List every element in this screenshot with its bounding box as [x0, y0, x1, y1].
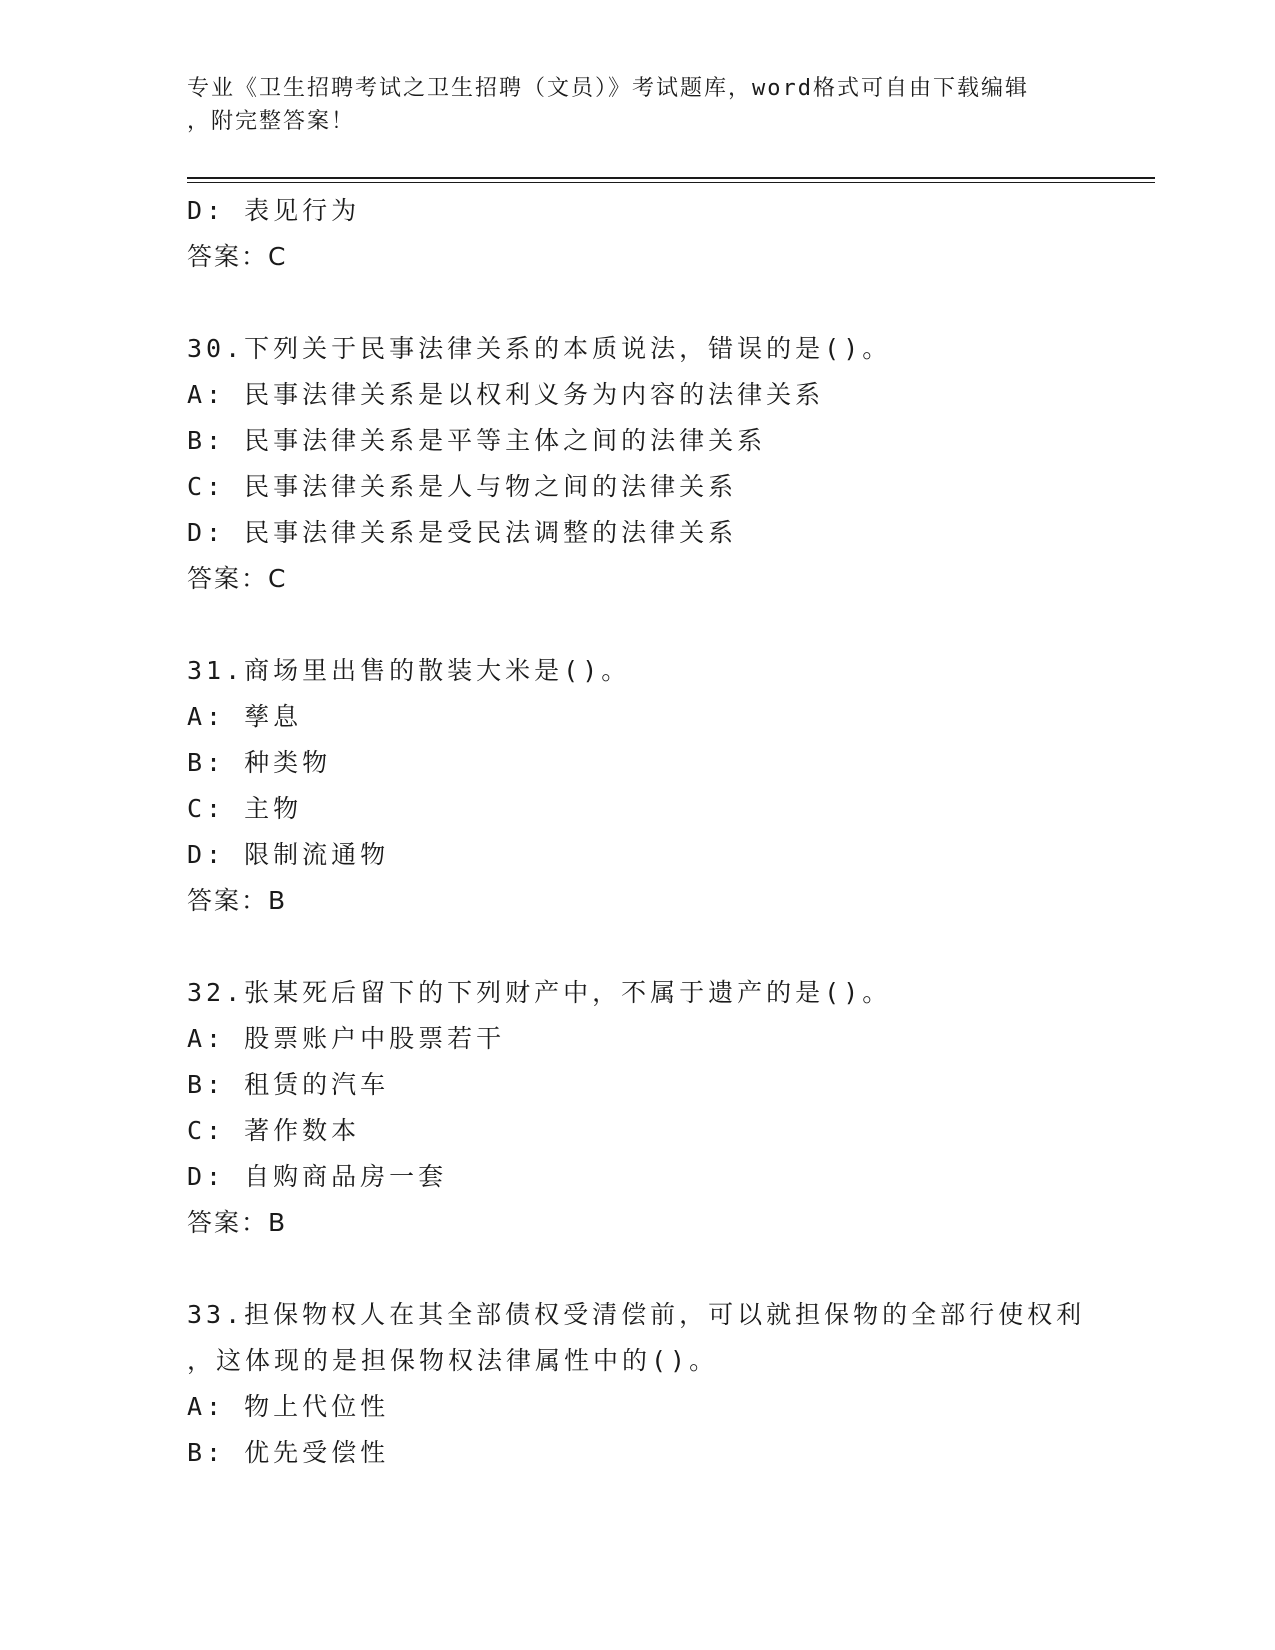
header-divider-thin [187, 182, 1155, 183]
header-line-2: ，附完整答案！ [187, 109, 356, 134]
question-stem-line-1: 33.担保物权人在其全部债权受清偿前，可以就担保物的全部行使权利 [187, 1300, 1086, 1329]
option-a: A: 民事法律关系是以权利义务为内容的法律关系 [187, 380, 825, 409]
question-stem: 30.下列关于民事法律关系的本质说法，错误的是()。 [187, 334, 892, 363]
option-a: A: 孳息 [187, 702, 303, 731]
answer-line: 答案：B [187, 886, 288, 915]
option-b: B: 优先受偿性 [187, 1438, 390, 1467]
question-32 [187, 970, 1087, 1246]
spacer [187, 924, 1087, 970]
option-d: D: 表见行为 [187, 196, 361, 225]
question-30 [187, 326, 1087, 602]
question-list [187, 188, 1087, 1476]
previous-question-tail [187, 188, 1087, 280]
option-b: B: 民事法律关系是平等主体之间的法律关系 [187, 426, 767, 455]
option-b: B: 租赁的汽车 [187, 1070, 390, 1099]
question-stem: 32.张某死后留下的下列财产中，不属于遗产的是()。 [187, 978, 892, 1007]
spacer [187, 1246, 1087, 1292]
question-stem-line-2: ，这体现的是担保物权法律属性中的()。 [187, 1346, 719, 1375]
option-c: C: 主物 [187, 794, 303, 823]
question-33 [187, 1292, 1087, 1476]
option-c: C: 民事法律关系是人与物之间的法律关系 [187, 472, 738, 501]
option-d: D: 自购商品房一套 [187, 1162, 448, 1191]
header-line-1: 专业《卫生招聘考试之卫生招聘（文员）》考试题库，word格式可自由下载编辑 [187, 76, 1029, 101]
option-d: D: 民事法律关系是受民法调整的法律关系 [187, 518, 738, 547]
question-stem: 31.商场里出售的散装大米是()。 [187, 656, 631, 685]
spacer [187, 280, 1087, 326]
option-b: B: 种类物 [187, 748, 332, 777]
option-c: C: 著作数本 [187, 1116, 361, 1145]
page-header [187, 72, 1087, 138]
question-31 [187, 648, 1087, 924]
header-divider-thick [187, 177, 1155, 179]
option-a: A: 物上代位性 [187, 1392, 390, 1421]
option-a: A: 股票账户中股票若干 [187, 1024, 506, 1053]
option-d: D: 限制流通物 [187, 840, 390, 869]
answer-line: 答案：C [187, 564, 288, 593]
answer-line: 答案：C [187, 242, 288, 271]
answer-line: 答案：B [187, 1208, 288, 1237]
spacer [187, 602, 1087, 648]
